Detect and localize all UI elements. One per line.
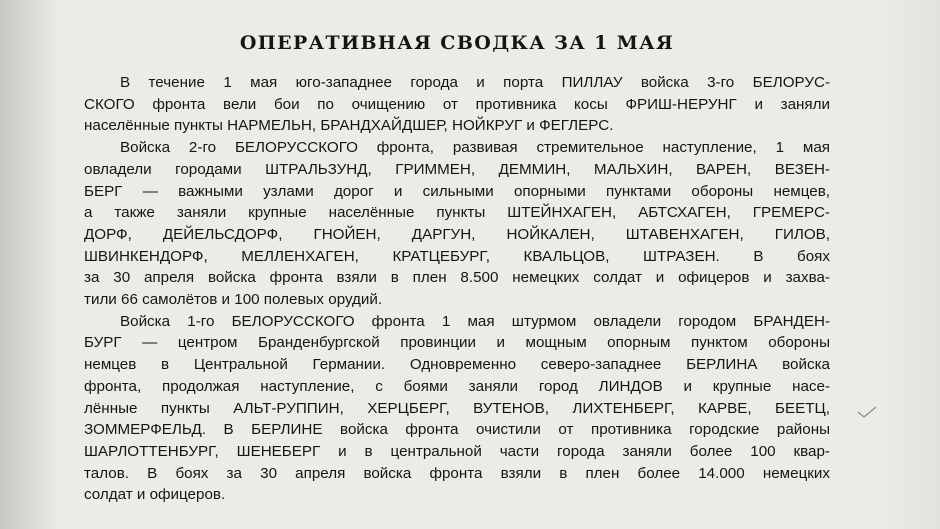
text-line: талов. В боях за 30 апреля войска фронта взяли в плен более 14.000 немецких <box>84 464 830 482</box>
text-line: Войска 2-го БЕЛОРУССКОГО фронта, развивая стремительное наступление, 1 мая <box>120 139 830 157</box>
text-line: фронта, продолжая наступление, с боями заняли город ЛИНДОВ и крупные насе- <box>84 377 830 395</box>
text-line: тили 66 самолётов и 100 полевых орудий. <box>84 291 383 309</box>
text-line: ШВИНКЕНДОРФ, МЕЛЛЕНХАГЕН, КРАТЦЕБУРГ, КВАЛЬЦОВ, ШТРАЗЕН. В боях <box>84 247 830 265</box>
text-line: немцев в Центральной Германии. Одновременно северо-западнее БЕРЛИНА войска <box>84 356 830 374</box>
paragraph-2 <box>84 137 830 311</box>
document-body <box>84 32 830 506</box>
text-line: населённые пункты НАРМЕЛЬН, БРАНДХАЙДШЕР, НОЙКРУГ и ФЕГЛЕРС. <box>84 117 614 135</box>
page-title: ОПЕРАТИВНАЯ СВОДКА ЗА 1 МАЯ <box>239 32 675 54</box>
text-line: за 30 апреля войска фронта взяли в плен 8.500 немецких солдат и офицеров и захва- <box>84 269 830 287</box>
text-line: а также заняли крупные населённые пункты ШТЕЙНХАГЕН, АБТСХАГЕН, ГРЕМЕРС- <box>84 204 830 222</box>
text-line: В течение 1 мая юго-западнее города и порта ПИЛЛАУ войска 3-го БЕЛОРУС- <box>120 74 830 91</box>
text-line: ЗОММЕРФЕЛЬД. В БЕРЛИНЕ войска фронта очистили от противника городские районы <box>84 421 830 439</box>
text-line: ДОРФ, ДЕЙЕЛЬСДОРФ, ГНОЙЕН, ДАРГУН, НОЙКАЛЕН, ШТАВЕНХАГЕН, ГИЛОВ, <box>84 225 830 243</box>
text-line: солдат и офицеров. <box>84 486 226 504</box>
text-line: БУРГ — центром Бранденбургской провинции и мощным опорным пунктом обороны <box>84 334 830 352</box>
text-line: Войска 1-го БЕЛОРУССКОГО фронта 1 мая штурмом овладели городом БРАНДЕН- <box>120 312 830 330</box>
paragraph-3 <box>84 311 830 506</box>
text-line: овладели городами ШТРАЛЬЗУНД, ГРИММЕН, ДЕММИН, МАЛЬХИН, ВАРЕН, ВЕЗЕН- <box>84 160 830 178</box>
page-right-edge-shadow <box>880 0 940 529</box>
text-line: лённые пункты АЛЬТ-РУППИН, ХЕРЦБЕРГ, ВУТЕНОВ, ЛИХТЕНБЕРГ, КАРВЕ, БЕЕТЦ, <box>84 399 830 417</box>
text-line: БЕРГ — важными узлами дорог и сильными опорными пунктами обороны немцев, <box>84 182 830 200</box>
text-line: ШАРЛОТТЕНБУРГ, ШЕНЕБЕРГ и в центральной части города заняли более 100 квар- <box>84 442 830 460</box>
paragraph-1 <box>84 72 830 137</box>
text-line: СКОГО фронта вели бои по очищению от противника косы ФРИШ-НЕРУНГ и заняли <box>84 95 830 113</box>
page-left-edge-shadow <box>0 0 60 529</box>
pencil-check-mark <box>856 404 878 420</box>
